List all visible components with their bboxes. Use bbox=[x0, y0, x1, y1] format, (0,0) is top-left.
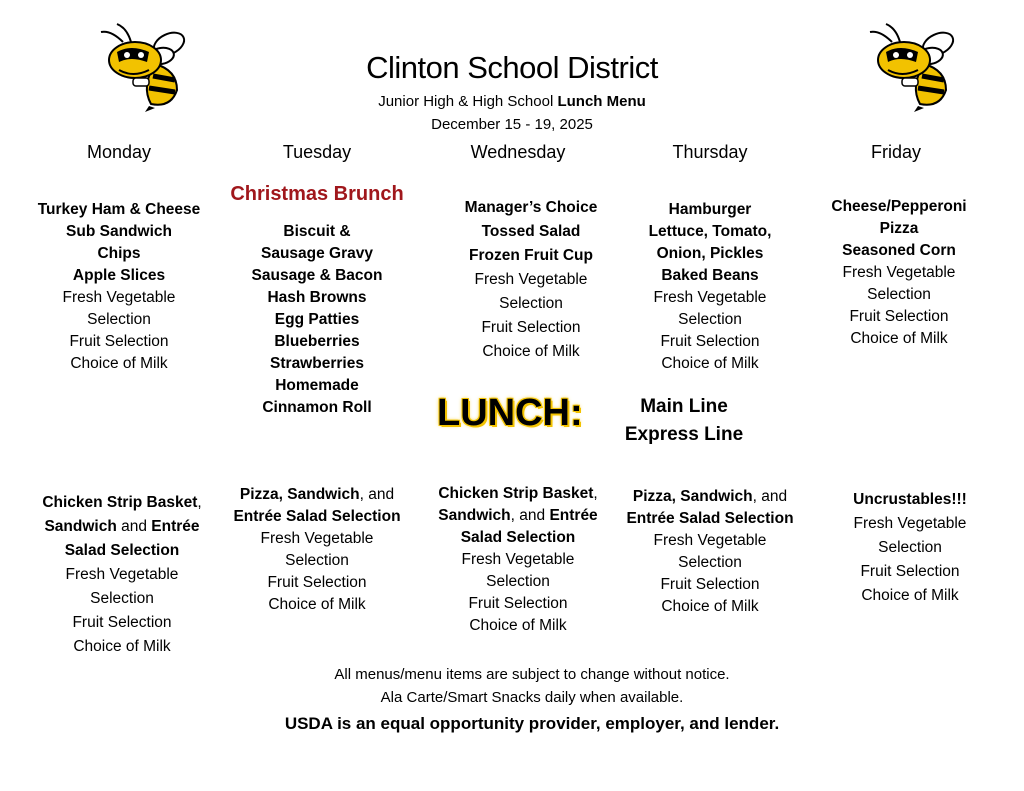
menu-thursday-main bbox=[610, 199, 810, 375]
express-item-connector: , and bbox=[359, 486, 395, 503]
menu-item: Fresh Vegetable bbox=[474, 271, 588, 288]
menu-item: Seasoned Corn bbox=[842, 242, 956, 259]
menu-item: Fruit Selection bbox=[69, 333, 169, 350]
express-item: Fresh Vegetable bbox=[653, 532, 767, 549]
express-item: Selection bbox=[678, 554, 742, 571]
footer-ala-carte: Ala Carte/Smart Snacks daily when available. bbox=[380, 689, 684, 706]
menu-item: Hamburger bbox=[668, 201, 752, 218]
menu-item: Cheese/Pepperoni bbox=[831, 198, 967, 215]
express-item: Choice of Milk bbox=[469, 617, 567, 634]
express-item: Selection bbox=[486, 573, 550, 590]
express-item: Pizza, Sandwich bbox=[239, 486, 360, 503]
page-title: Clinton School District bbox=[366, 50, 658, 85]
express-item: Chicken Strip Basket bbox=[42, 494, 198, 511]
menu-item: Choice of Milk bbox=[850, 330, 948, 347]
menu-item: Fruit Selection bbox=[660, 333, 760, 350]
express-item: Fresh Vegetable bbox=[65, 566, 179, 583]
subtitle-prefix: Junior High & High School bbox=[378, 93, 558, 110]
subtitle-bold: Lunch Menu bbox=[557, 93, 646, 110]
menu-item: Frozen Fruit Cup bbox=[469, 247, 593, 264]
express-item: Sandwich bbox=[44, 518, 117, 535]
menu-item: Apple Slices bbox=[72, 267, 166, 284]
menu-item: Chips bbox=[97, 245, 141, 262]
day-wednesday: Wednesday bbox=[470, 142, 566, 162]
express-item: Salad Selection bbox=[64, 542, 180, 559]
menu-item: Onion, Pickles bbox=[656, 245, 764, 262]
express-item-punct: , bbox=[197, 494, 202, 511]
express-item: Sandwich bbox=[438, 507, 511, 524]
menu-item: Selection bbox=[867, 286, 931, 303]
express-item: Fruit Selection bbox=[72, 614, 172, 631]
menu-monday-main bbox=[19, 199, 219, 375]
footer-disclaimer: All menus/menu items are subject to change without notice. bbox=[334, 666, 730, 683]
day-tuesday: Tuesday bbox=[282, 142, 352, 162]
menu-item: Blueberries bbox=[274, 333, 360, 350]
menu-item: Sausage & Bacon bbox=[251, 267, 383, 284]
express-item: Chicken Strip Basket bbox=[438, 485, 594, 502]
express-item: Fruit Selection bbox=[267, 574, 367, 591]
express-item: Fruit Selection bbox=[468, 595, 568, 612]
lunch-banner: LUNCH: bbox=[437, 392, 583, 434]
menu-item: Turkey Ham & Cheese bbox=[37, 201, 201, 218]
menu-item: Selection bbox=[499, 295, 563, 312]
express-item: Fruit Selection bbox=[660, 576, 760, 593]
menu-item: Selection bbox=[678, 311, 742, 328]
menu-item: Egg Patties bbox=[274, 311, 360, 328]
express-item: Pizza, Sandwich bbox=[632, 488, 753, 505]
menu-item: Fresh Vegetable bbox=[62, 289, 176, 306]
express-item: Selection bbox=[90, 590, 154, 607]
express-item: Fresh Vegetable bbox=[853, 515, 967, 532]
menu-item: Fresh Vegetable bbox=[653, 289, 767, 306]
date-range: December 15 - 19, 2025 bbox=[431, 116, 593, 133]
menu-tuesday-main bbox=[217, 221, 417, 419]
menu-item: Choice of Milk bbox=[70, 355, 168, 372]
express-tuesday bbox=[217, 484, 417, 616]
day-monday: Monday bbox=[86, 142, 152, 162]
menu-item: Fruit Selection bbox=[481, 319, 581, 336]
menu-item: Tossed Salad bbox=[481, 223, 581, 240]
footer-usda-statement: USDA is an equal opportunity provider, employer, and lender. bbox=[284, 714, 780, 733]
express-item: Selection bbox=[878, 539, 942, 556]
express-item: Fresh Vegetable bbox=[260, 530, 374, 547]
express-item: Fresh Vegetable bbox=[461, 551, 575, 568]
menu-subtitle bbox=[0, 93, 1024, 110]
main-line-label: Main Line bbox=[640, 396, 728, 417]
express-item: Uncrustables!!! bbox=[853, 491, 967, 508]
express-line-label: Express Line bbox=[624, 424, 744, 445]
christmas-brunch-heading: Christmas Brunch bbox=[230, 183, 404, 205]
express-item: Entrée bbox=[151, 518, 200, 535]
menu-item: Selection bbox=[87, 311, 151, 328]
menu-item: Manager’s Choice bbox=[464, 199, 598, 216]
menu-item: Strawberries bbox=[270, 355, 364, 372]
day-thursday: Thursday bbox=[672, 142, 748, 162]
menu-item: Choice of Milk bbox=[482, 343, 580, 360]
express-item-connector: , and bbox=[510, 507, 550, 524]
menu-item: Choice of Milk bbox=[661, 355, 759, 372]
menu-item: Sausage Gravy bbox=[260, 245, 373, 262]
lunch-lines bbox=[584, 393, 784, 449]
menu-wednesday-main bbox=[431, 196, 631, 364]
express-item-punct: , bbox=[593, 485, 598, 502]
express-item: Selection bbox=[285, 552, 349, 569]
express-thursday bbox=[610, 486, 810, 618]
menu-friday-main bbox=[799, 196, 999, 350]
express-item: Entrée Salad Selection bbox=[233, 508, 401, 525]
express-item: Fruit Selection bbox=[860, 563, 960, 580]
day-friday: Friday bbox=[870, 142, 921, 162]
menu-item: Fresh Vegetable bbox=[842, 264, 956, 281]
express-wednesday bbox=[418, 483, 618, 637]
menu-item: Biscuit & bbox=[283, 223, 351, 240]
menu-item: Lettuce, Tomato, bbox=[648, 223, 772, 240]
express-item: Entrée bbox=[549, 507, 598, 524]
menu-item: Baked Beans bbox=[661, 267, 759, 284]
menu-item: Hash Browns bbox=[267, 289, 367, 306]
express-item: Salad Selection bbox=[460, 529, 576, 546]
express-item: Entrée Salad Selection bbox=[626, 510, 794, 527]
express-item: Choice of Milk bbox=[661, 598, 759, 615]
express-item-connector: and bbox=[116, 518, 152, 535]
menu-item: Fruit Selection bbox=[849, 308, 949, 325]
express-item: Choice of Milk bbox=[861, 587, 959, 604]
express-item-connector: , and bbox=[752, 488, 788, 505]
express-item: Choice of Milk bbox=[268, 596, 366, 613]
menu-item: Cinnamon Roll bbox=[262, 399, 372, 416]
express-monday bbox=[22, 491, 222, 659]
express-item: Choice of Milk bbox=[73, 638, 171, 655]
menu-item: Pizza bbox=[879, 220, 919, 237]
menu-item: Homemade bbox=[275, 377, 359, 394]
express-friday bbox=[810, 488, 1010, 608]
menu-item: Sub Sandwich bbox=[66, 223, 172, 240]
